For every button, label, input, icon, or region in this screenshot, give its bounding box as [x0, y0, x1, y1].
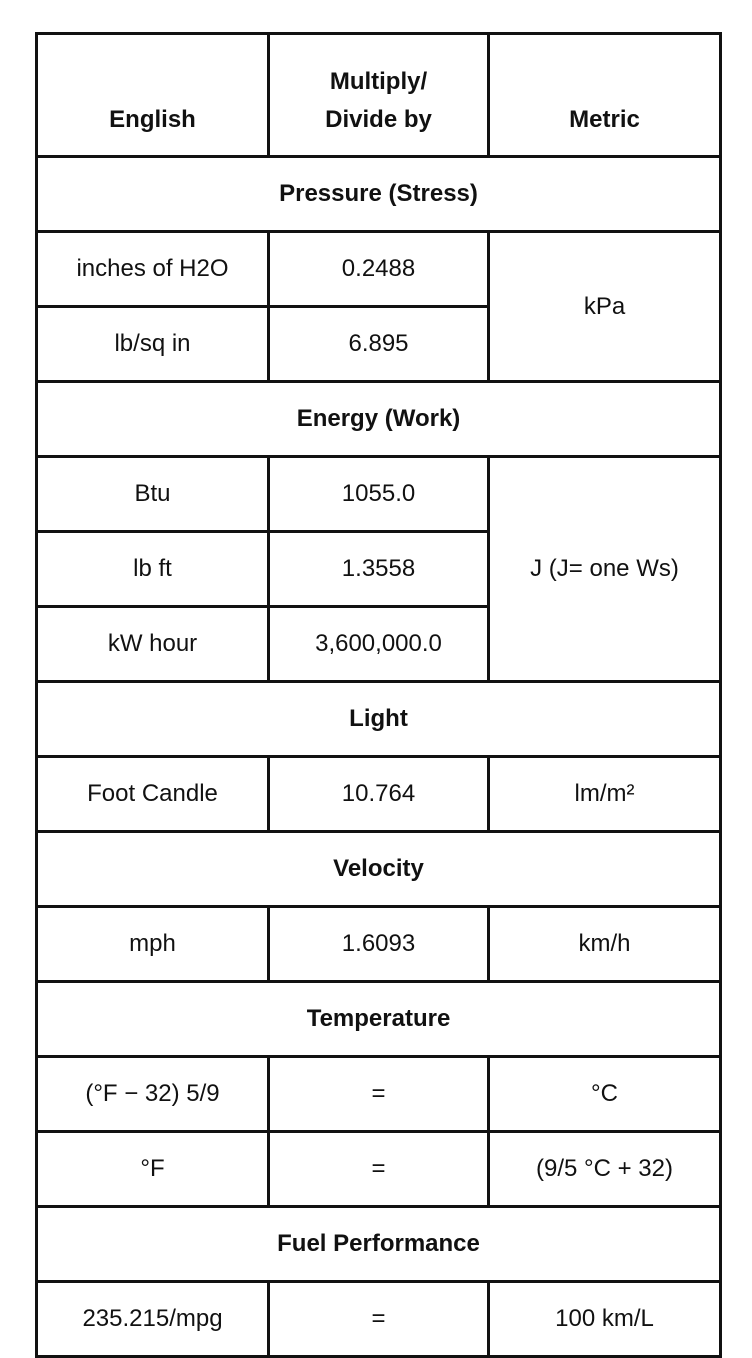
metric-cell: km/h — [489, 907, 721, 982]
section-row — [37, 982, 721, 1057]
factor-cell: = — [269, 1057, 489, 1132]
section-title-light: Light — [37, 682, 721, 757]
metric-cell: °C — [489, 1057, 721, 1132]
factor-cell: 3,600,000.0 — [269, 607, 489, 682]
table-row — [37, 907, 721, 982]
section-row — [37, 382, 721, 457]
header-metric: Metric — [489, 34, 721, 157]
english-cell: °F — [37, 1132, 269, 1207]
header-factor-line1: Multiply/ — [329, 68, 428, 95]
table-row — [37, 457, 721, 532]
header-factor — [269, 34, 489, 157]
metric-cell: lm/m² — [489, 757, 721, 832]
factor-cell: = — [269, 1282, 489, 1357]
english-cell: Foot Candle — [37, 757, 269, 832]
header-english: English — [37, 34, 269, 157]
english-cell: lb ft — [37, 532, 269, 607]
english-cell: 235.215/mpg — [37, 1282, 269, 1357]
section-row — [37, 1207, 721, 1282]
table-row — [37, 1282, 721, 1357]
english-cell: (°F − 32) 5/9 — [37, 1057, 269, 1132]
table-row — [37, 1132, 721, 1207]
factor-cell: 1.6093 — [269, 907, 489, 982]
english-cell: lb/sq in — [37, 307, 269, 382]
factor-cell: 1055.0 — [269, 457, 489, 532]
section-row — [37, 157, 721, 232]
conversion-table — [35, 32, 722, 1358]
metric-cell: 100 km/L — [489, 1282, 721, 1357]
header-row — [37, 34, 721, 157]
factor-cell: 10.764 — [269, 757, 489, 832]
table-row — [37, 1057, 721, 1132]
english-cell: mph — [37, 907, 269, 982]
factor-cell: = — [269, 1132, 489, 1207]
table-row — [37, 232, 721, 307]
section-title-velocity: Velocity — [37, 832, 721, 907]
factor-cell: 1.3558 — [269, 532, 489, 607]
section-row — [37, 682, 721, 757]
section-title-temperature: Temperature — [37, 982, 721, 1057]
table-row — [37, 757, 721, 832]
metric-cell: (9/5 °C + 32) — [489, 1132, 721, 1207]
section-row — [37, 832, 721, 907]
metric-cell: kPa — [489, 232, 721, 382]
english-cell: Btu — [37, 457, 269, 532]
factor-cell: 0.2488 — [269, 232, 489, 307]
english-cell: kW hour — [37, 607, 269, 682]
factor-cell: 6.895 — [269, 307, 489, 382]
section-title-pressure: Pressure (Stress) — [37, 157, 721, 232]
section-title-fuel: Fuel Performance — [37, 1207, 721, 1282]
header-factor-line2: Divide by — [325, 106, 432, 133]
section-title-energy: Energy (Work) — [37, 382, 721, 457]
english-cell: inches of H2O — [37, 232, 269, 307]
metric-cell: J (J= one Ws) — [489, 457, 721, 682]
